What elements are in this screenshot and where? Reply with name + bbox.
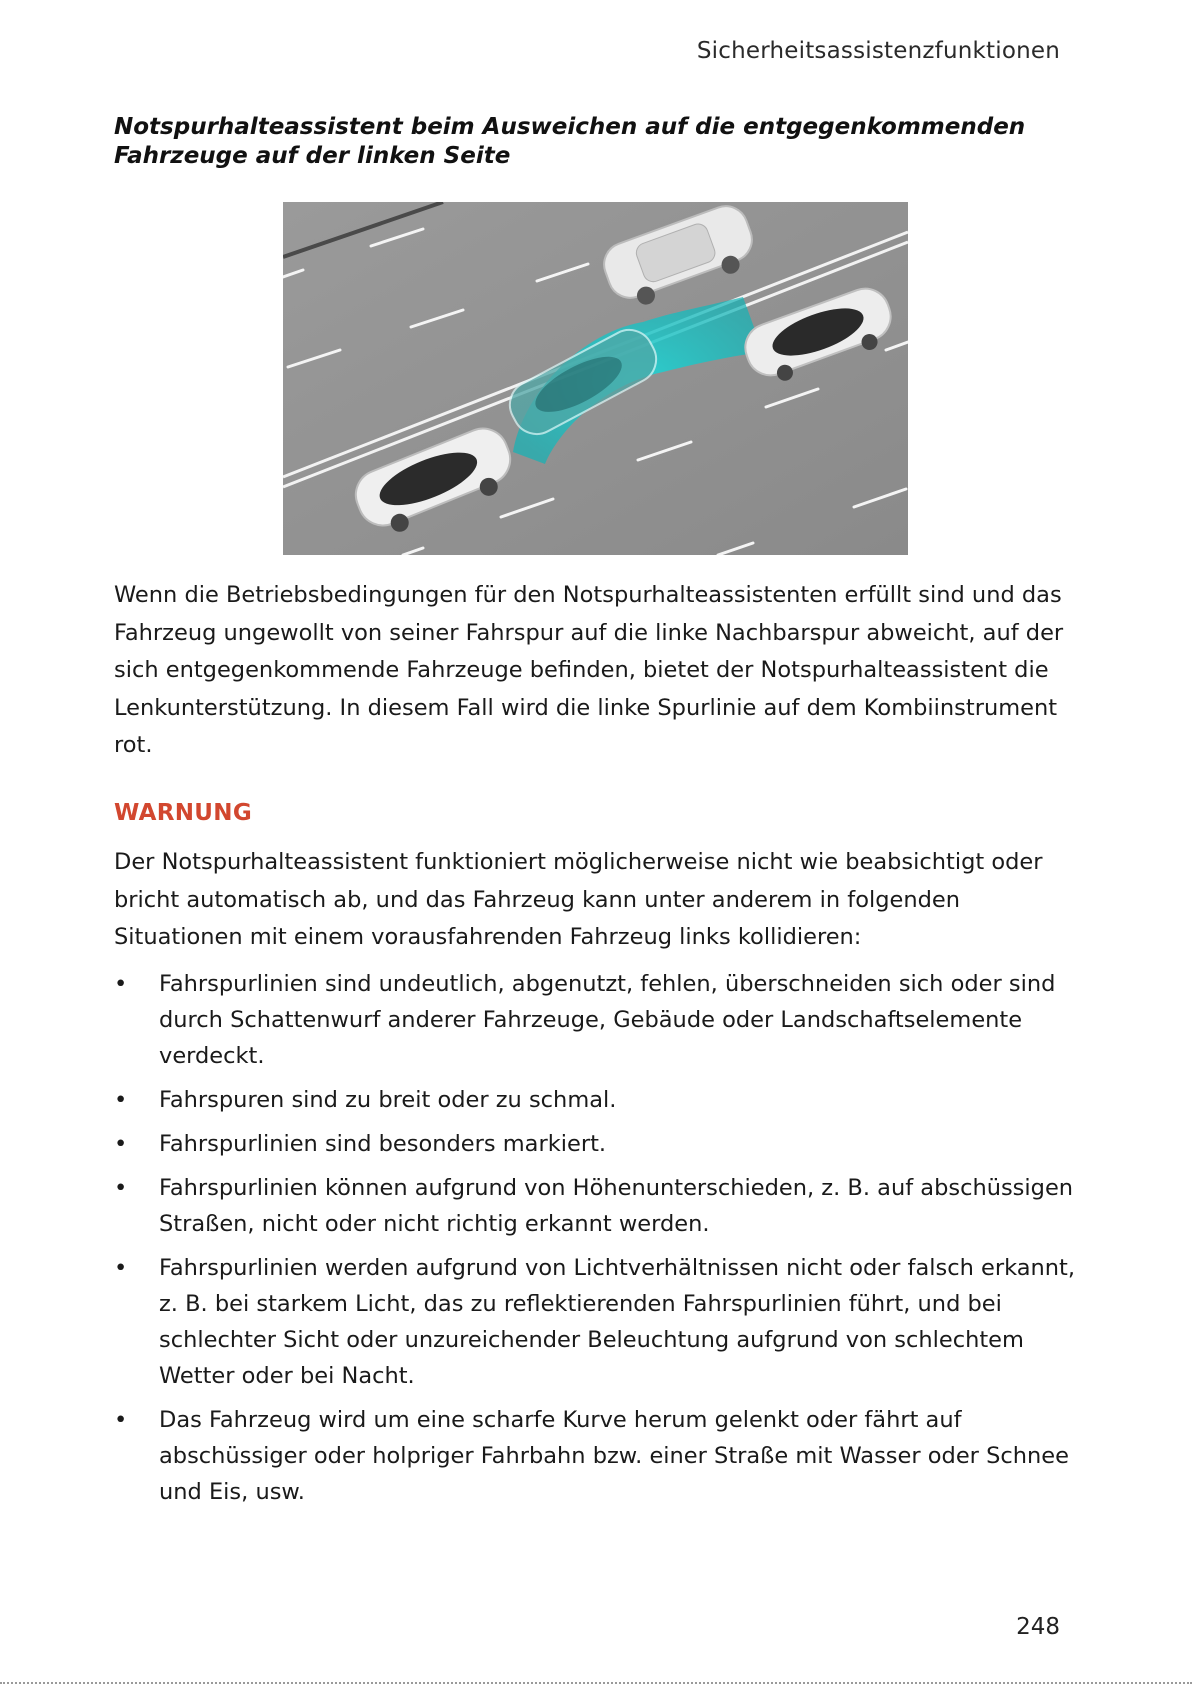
list-item <box>114 1082 1094 1118</box>
list-item-text: Fahrspurlinien sind undeutlich, abgenutzt, fehlen, überschneiden sich oder sind durch Schattenwurf anderer Fahrzeuge, Gebäude oder Landschaftselemente verdeckt. <box>159 971 1056 1069</box>
page-bottom-divider <box>0 1682 1192 1684</box>
intro-paragraph: Wenn die Betriebsbedingungen für den Notspurhalteassistenten erfüllt sind und das Fahrzeug ungewollt von seiner Fahrspur auf die linke Nachbarspur abweicht, auf der sich entgegenkommende Fahrzeuge befinden, bietet der Notspurhalteassistent die Lenkunterstützung. In diesem Fall wird die linke Spurlinie auf dem Kombiinstrument rot. <box>114 582 1064 758</box>
bullet-icon: • <box>114 1087 128 1113</box>
list-item-text: Fahrspurlinien können aufgrund von Höhenunterschieden, z. B. auf abschüssigen Straßen, nicht oder nicht richtig erkannt werden. <box>159 1175 1074 1237</box>
list-item <box>114 1170 1094 1242</box>
page-header-chapter: Sicherheitsassistenzfunktionen <box>696 38 1060 64</box>
list-item <box>114 1250 1094 1394</box>
warning-paragraph: Der Notspurhalteassistent funktioniert möglicherweise nicht wie beabsichtigt oder bricht automatisch ab, und das Fahrzeug kann unter anderem in folgenden Situationen mit einem vorausfahrenden Fahrzeug links kollidieren: <box>114 849 1043 950</box>
list-item <box>114 1402 1094 1510</box>
bullet-icon: • <box>114 1175 128 1201</box>
warning-label: WARNUNG <box>114 800 252 826</box>
section-title: Notspurhalteassistent beim Ausweichen auf die entgegenkommenden Fahrzeuge auf der linken Seite <box>114 114 1026 169</box>
bullet-icon: • <box>114 1131 128 1157</box>
bullet-icon: • <box>114 1255 128 1281</box>
page-number: 248 <box>1016 1614 1060 1640</box>
warning-conditions-list <box>114 966 1094 1518</box>
bullet-icon: • <box>114 1407 128 1433</box>
lane-assist-illustration <box>283 202 908 555</box>
list-item-text: Fahrspurlinien sind besonders markiert. <box>159 1131 607 1157</box>
list-item-text: Fahrspurlinien werden aufgrund von Lichtverhältnissen nicht oder falsch erkannt, z. B. bei starkem Licht, das zu reflektierenden Fahrspurlinien führt, und bei schlechter Sicht oder unzureichender Beleuchtung aufgrund von schlechtem Wetter oder bei Nacht. <box>159 1255 1076 1389</box>
bullet-icon: • <box>114 971 128 997</box>
list-item-text: Das Fahrzeug wird um eine scharfe Kurve herum gelenkt oder fährt auf abschüssiger oder holpriger Fahrbahn bzw. einer Straße mit Wasser oder Schnee und Eis, usw. <box>159 1407 1069 1505</box>
list-item-text: Fahrspuren sind zu breit oder zu schmal. <box>159 1087 617 1113</box>
list-item <box>114 966 1094 1074</box>
list-item <box>114 1126 1094 1162</box>
